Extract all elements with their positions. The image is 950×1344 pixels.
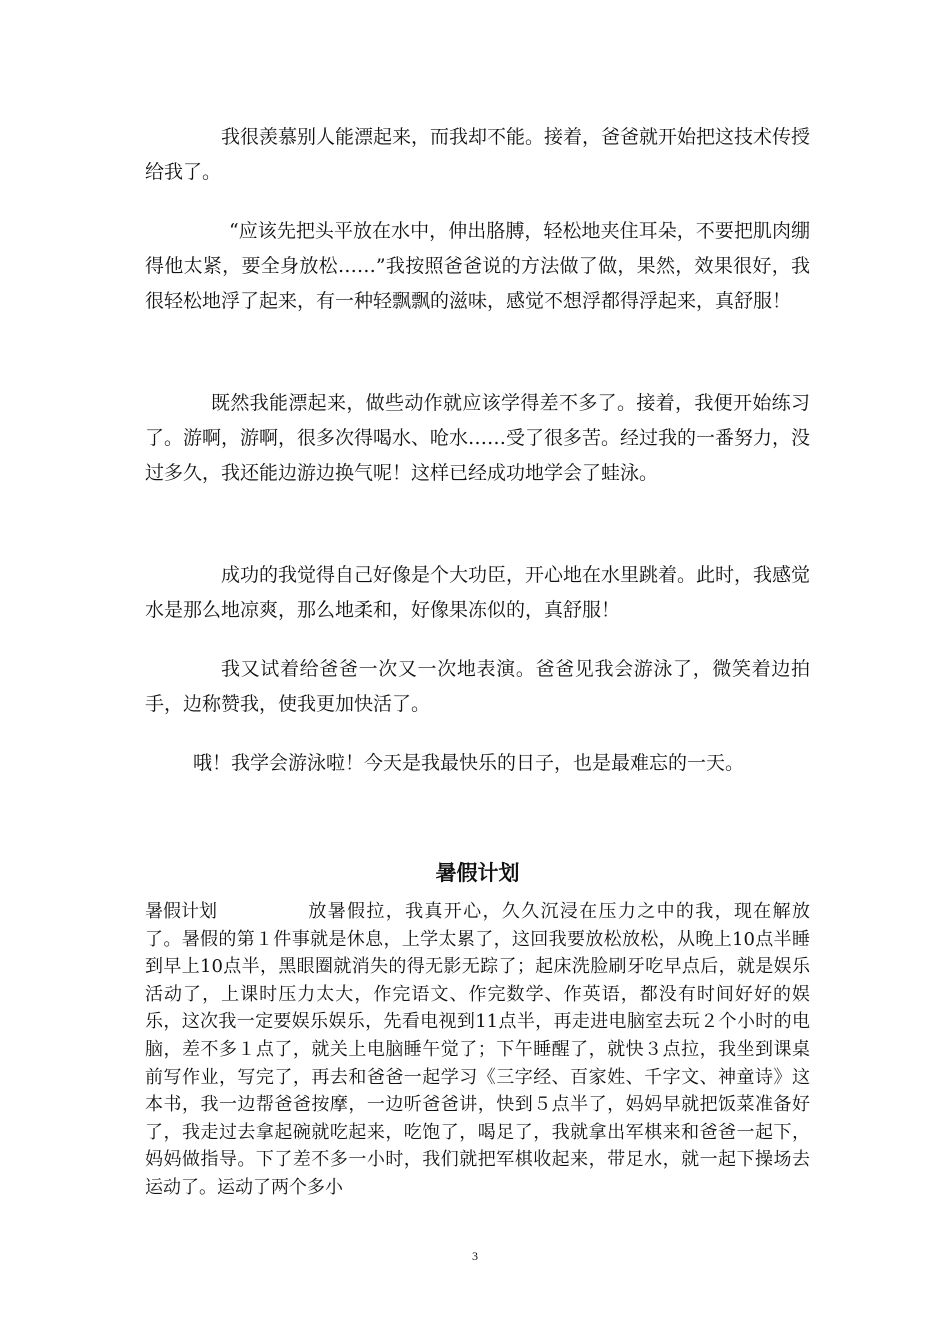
- paragraph-5: 我又试着给爸爸一次又一次地表演。爸爸见我会游泳了，微笑着边拍手，边称赞我，使我更加快活了。: [145, 658, 810, 715]
- section-title: 暑假计划: [435, 861, 520, 885]
- section-lead-label: 暑假计划: [145, 901, 217, 922]
- paragraph-1: 我很羡慕别人能漂起来，而我却不能。接着，爸爸就开始把这技术传授给我了。: [145, 126, 811, 183]
- paragraph-3: 既然我能漂起来，做些动作就应该学得差不多了。接着，我便开始练习了。游啊，游啊，很多次得喝水、呛水……受了很多苦。经过我的一番努力，没过多久，我还能边游边换气呢！这样已经成功地学会了蛙泳。: [145, 392, 811, 484]
- paragraph-4: 成功的我觉得自己好像是个大功臣，开心地在水里跳着。此时，我感觉水是那么地凉爽，那么地柔和，好像果冻似的，真舒服！: [145, 564, 811, 621]
- section-body-text: 放暑假拉，我真开心，久久沉浸在压力之中的我，现在解放了。暑假的第１件事就是休息，上学太累了，这回我要放松放松，从晚上10点半睡到早上10点半，黑眼圈就消失的得无影无踪了；起床洗脸刷牙吃早点后，就是娱乐活动了，上课时压力太大，作完语文、作完数学、作英语，都没有时间好好的娱乐，这次我一定要娱乐娱乐，先看电视到11点半，再走进电脑室去玩２个小时的电脑，差不多１点了，就关上电脑睡午觉了；下午睡醒了，就快３点拉，我坐到课桌前写作业，写完了，再去和爸爸一起学习《三字经、百家姓、千字文、神童诗》这本书，我一边帮爸爸按摩，一边听爸爸讲，快到５点半了，妈妈早就把饭菜准备好了，我走过去拿起碗就吃起来，吃饱了，喝足了，我就拿出军棋来和爸爸一起下，妈妈做指导。下了差不多一小时，我们就把军棋收起来，带足水，就一起下操场去运动了。运动了两个多小: [145, 901, 810, 1198]
- paragraph-6: 哦！我学会游泳啦！今天是我最快乐的日子，也是最难忘的一天。: [193, 752, 745, 774]
- paragraph-2: “应该先把头平放在水中，伸出胳膊，轻松地夹住耳朵，不要把肌肉绷得他太紧，要全身放松……”我按照爸爸说的方法做了做，果然，效果很好，我很轻松地浮了起来，有一种轻飘飘的滋味，感觉不想浮都得浮起来，真舒服！: [145, 220, 810, 312]
- page-number: 3: [472, 1249, 478, 1263]
- section-body: [145, 898, 810, 1202]
